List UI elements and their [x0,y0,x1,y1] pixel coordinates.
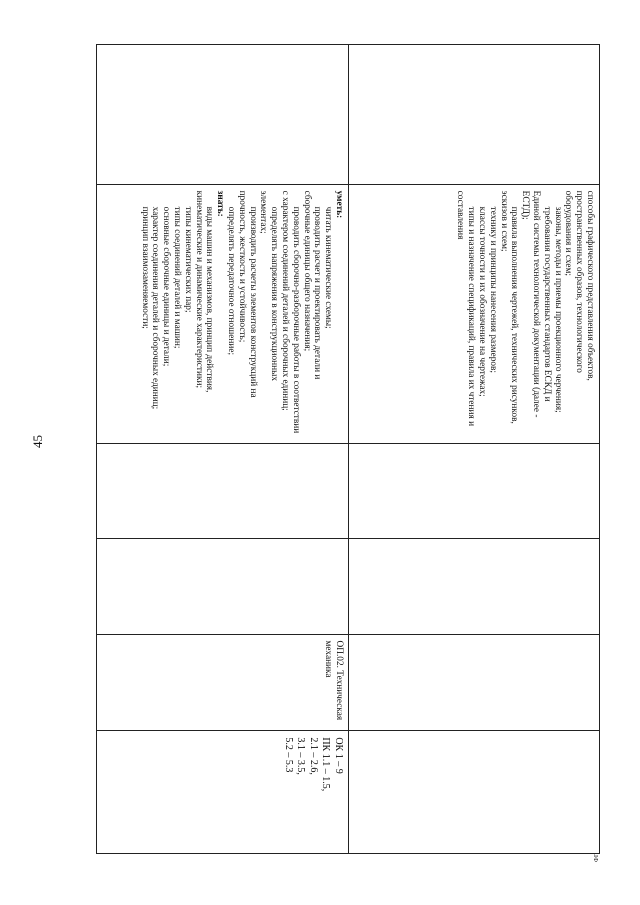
requirement-line: типы и назначение спецификаций, правила их чтения и [466,206,477,427]
requirement-line: правила выполнения чертежей, технических рисунков, [509,206,520,424]
requirement-line: ЕСТД); [520,190,531,220]
competency-code: 5.2 – 5.3 [283,737,294,773]
requirement-line: способы графического представления объектов, [585,190,595,381]
requirement-line: типы соединений деталей и машин; [172,206,183,349]
requirements-cell [349,185,599,444]
requirement-line: кинематические и динамические характеристики; [193,190,204,389]
section-heading: уметь: [334,190,344,219]
curriculum-table [96,44,600,854]
competency-code: 3.1 – 3.5, [295,737,307,775]
index-cell [97,45,348,185]
requirement-line: с характером соединений деталей и сборочных единиц; [280,190,291,411]
competencies-cell [97,731,348,853]
hours-cell [97,539,348,635]
requirement-line: эскизов и схем; [498,190,509,252]
competencies-cell [349,731,599,853]
index-cell [349,45,599,185]
requirement-line: производить расчеты элементов конструкций на [247,206,258,398]
competency-code: ОК 1 – 9 [333,737,344,774]
discipline-cell [97,635,348,732]
table-row [349,45,599,853]
requirement-line: законы, методы и приемы проекционного черчения; [552,206,563,413]
table-row [97,45,349,853]
hours-cell [349,444,599,539]
requirement-line: оборудования и схем; [563,190,574,276]
competency-code: 2.1 – 2.6, [308,737,319,775]
requirement-line: элементах; [258,190,269,234]
requirement-line: проводить расчет и проектировать детали и [312,206,323,380]
requirement-line: основные сборочные единицы и детали; [161,206,172,367]
requirement-line: проводить сборочно-разборочные работы в соответствии [290,206,301,434]
requirement-line: технику и принципы нанесения размеров; [487,206,498,373]
page-number: 45 [30,435,45,448]
discipline-name: ОП.02. Техническая механика [323,640,344,721]
requirement-line: типы кинематических пар; [182,206,193,313]
hours-cell [349,539,599,635]
requirement-line: классы точности и их обозначение на чертежах; [477,206,488,397]
requirement-line: определять передаточное отношение; [226,206,237,356]
requirement-line: прочность, жесткость и устойчивость; [236,190,247,343]
requirement-line: читать кинематические схемы; [323,206,334,329]
hours-cell [97,444,348,539]
section-heading: знать: [215,190,226,217]
requirement-line: требования государственных стандартов ЕСКД и [541,206,552,402]
requirement-line: пространственных образов, технологического [574,190,585,373]
requirement-line: Единой системы технологической документации (далее - [531,190,542,418]
requirement-line: принцип взаимозаменяемости; [139,206,150,329]
requirement-line: характер соединения деталей и сборочных единиц; [150,206,161,410]
requirement-line: составления [455,190,466,240]
competency-code: ПК 1.1 – 1.5, [320,737,332,792]
requirement-line: виды машин и механизмов, принцип действия, [204,206,215,393]
requirement-line: сборочные единицы общего назначения; [301,190,312,352]
discipline-cell [349,635,599,732]
requirements-cell [97,185,348,444]
requirement-line: определять напряжения в конструкционных [269,206,280,382]
